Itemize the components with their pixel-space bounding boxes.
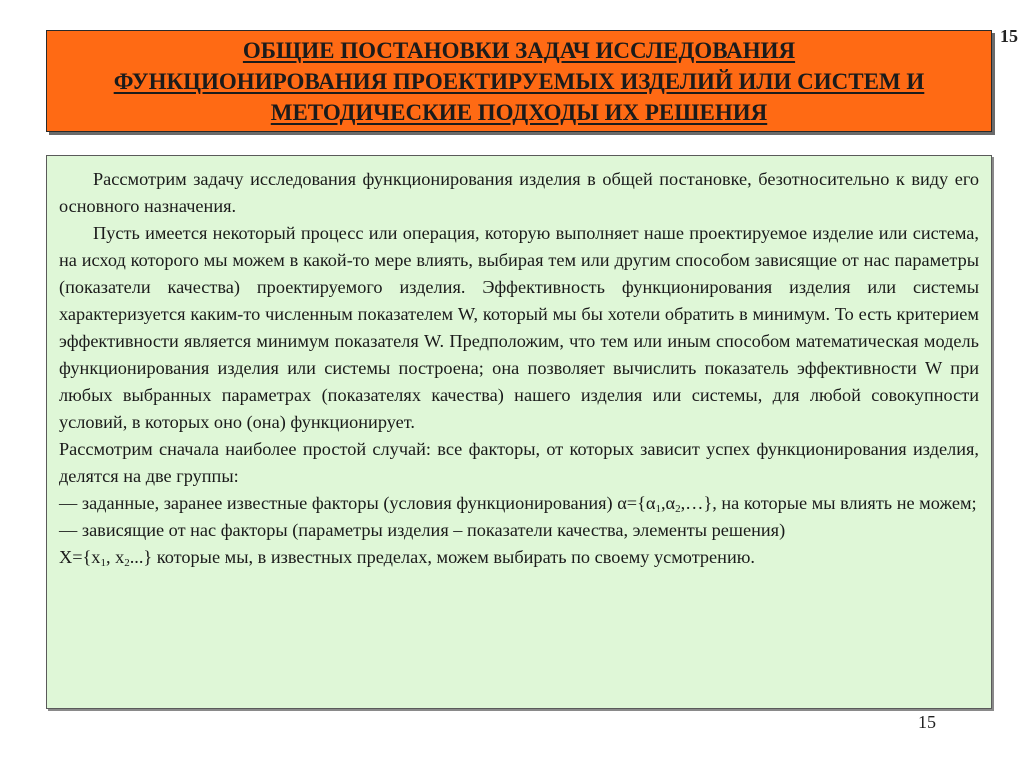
page-number: 15: [918, 712, 936, 732]
x-subscript-2: 2: [124, 557, 130, 569]
paragraph-dependent-factors: — зависящие от нас факторы (параметры изделия – показатели качества, элементы решения): [59, 520, 786, 540]
given-factors-text: — заданные, заранее известные факторы (условия функционирования) α={α: [59, 493, 656, 513]
alpha-subscript-2: 2: [675, 503, 681, 515]
alpha-subscript-1: 1: [655, 503, 661, 515]
paragraph-process: Пусть имеется некоторый процесс или операция, которую выполняет наше проектируемое изделие или система, на исход которого мы можем в какой-то мере влиять, выбирая тем или другим способом зависящие от нас параметры (показатели качества) проектируемого изделия. Эффективность функционирования изделия или системы характеризуется каким-то численным показателем W, который мы бы хотели обратить в минимум. То есть критерием эффективности является минимум показателя W. Предположим, что тем или иным способом математическая модель функционирования изделия или системы построена; она позволяет вычислить показатель эффективности W при любых выбранных параметрах (показателях качества) нашего изделия или системы, для любой совокупности условий, в которых оно (она) функционирует.: [59, 223, 979, 432]
corner-page-number: 15: [1000, 26, 1018, 46]
slide-title: [114, 35, 925, 128]
title-line-2: ФУНКЦИОНИРОВАНИЯ ПРОЕКТИРУЕМЫХ ИЗДЕЛИЙ ИЛИ СИСТЕМ И: [113, 68, 925, 94]
x-set-text: X={x: [59, 547, 101, 567]
paragraph-given-factors: [59, 490, 979, 517]
x-set-text-end: ...} которые мы, в известных пределах, можем выбирать по своему усмотрению.: [129, 547, 755, 567]
paragraph-intro: Рассмотрим задачу исследования функционирования изделия в общей постановке, безотносительно к виду его основного назначения.: [59, 169, 979, 216]
given-factors-text-end: ,…}, на которые мы влиять не можем;: [680, 493, 977, 513]
paragraph-x-set: [59, 544, 979, 571]
x-subscript-1: 1: [100, 557, 106, 569]
paragraph-simple-case: Рассмотрим сначала наиболее простой случай: все факторы, от которых зависит успех функционирования изделия, делятся на две группы:: [59, 439, 979, 486]
x-set-text-mid: , x: [105, 547, 125, 567]
content-panel: [46, 155, 992, 709]
slide-title-banner: [46, 30, 992, 132]
title-line-1: ОБЩИЕ ПОСТАНОВКИ ЗАДАЧ ИССЛЕДОВАНИЯ: [242, 37, 796, 63]
given-factors-text-mid: ,α: [660, 493, 676, 513]
title-line-3: МЕТОДИЧЕСКИЕ ПОДХОДЫ ИХ РЕШЕНИЯ: [270, 99, 768, 125]
